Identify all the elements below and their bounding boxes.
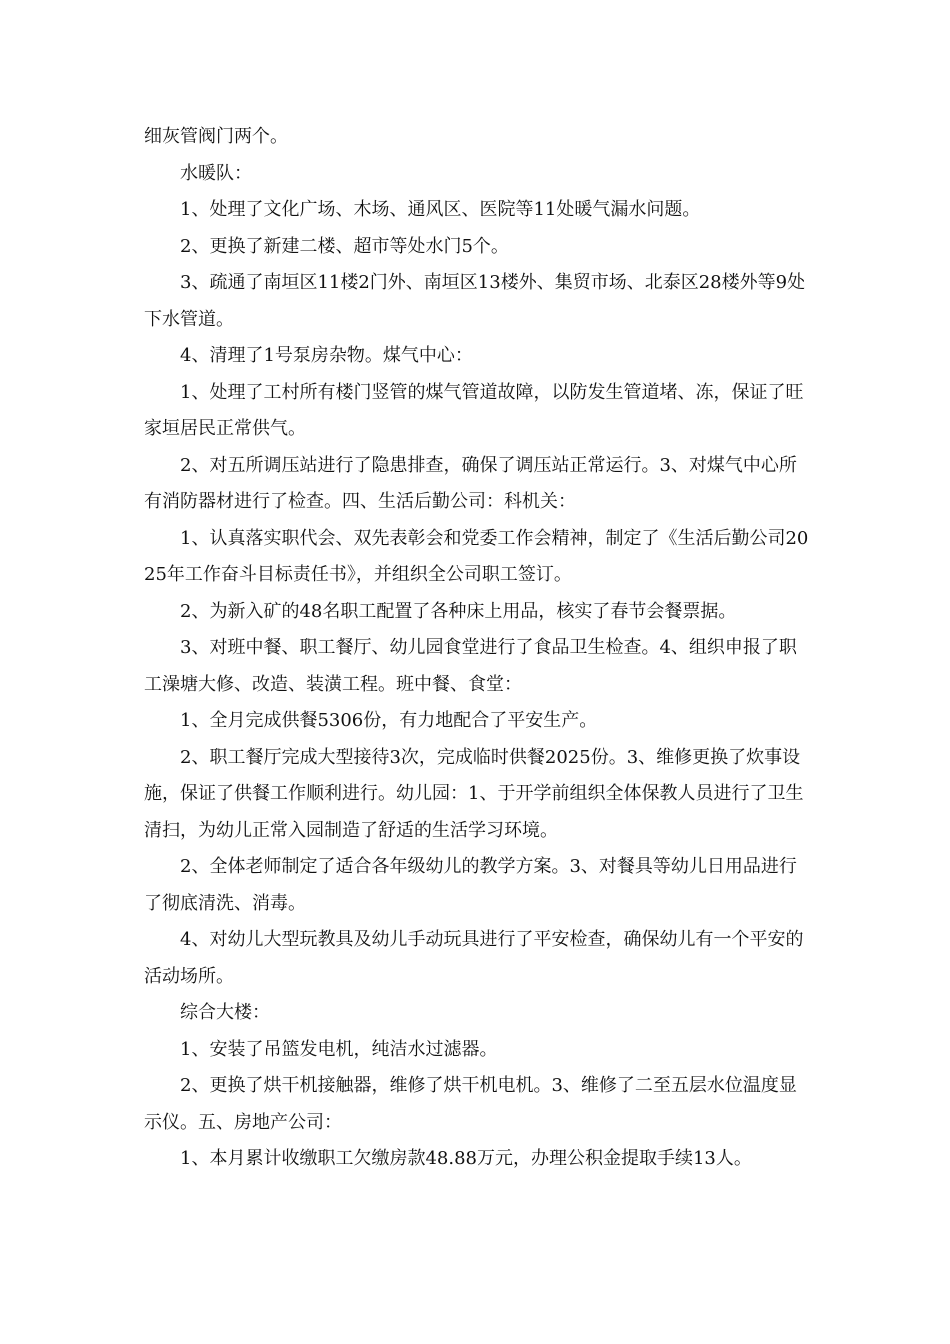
paragraph: 1、认真落实职代会、双先表彰会和党委工作会精神，制定了《生活后勤公司2025年工作奋斗目标责任书》，并组织全公司职工签订。 xyxy=(144,527,809,585)
paragraph: 4、对幼儿大型玩教具及幼儿手动玩具进行了平安检查，确保幼儿有一个平安的活动场所。 xyxy=(144,929,804,987)
paragraph: 2、对五所调压站进行了隐患排查，确保了调压站正常运行。3、对煤气中心所有消防器材进行了检查。四、生活后勤公司：科机关： xyxy=(144,454,797,512)
section-heading-plumbing-team: 水暖队： xyxy=(180,162,252,184)
paragraph: 1、全月完成供餐5306份，有力地配合了平安生产。 xyxy=(180,710,598,731)
paragraph: 2、职工餐厅完成大型接待3次，完成临时供餐2025份。3、维修更换了炊事设施，保证了供餐工作顺利进行。幼儿园：1、于开学前组织全体保教人员进行了卫生清扫，为幼儿正常入园制造了舒适的生活学习环境。 xyxy=(144,746,804,841)
paragraph: 1、处理了工村所有楼门竖管的煤气管道故障，以防发生管道堵、冻，保证了旺家垣居民正常供气。 xyxy=(144,381,804,439)
paragraph: 2、更换了新建二楼、超市等处水门5个。 xyxy=(180,235,509,257)
paragraph: 1、本月累计收缴职工欠缴房款48.88万元，办理公积金提取手续13人。 xyxy=(180,1148,752,1169)
paragraph: 3、对班中餐、职工餐厅、幼儿园食堂进行了食品卫生检查。4、组织申报了职工澡塘大修、改造、装潢工程。班中餐、食堂： xyxy=(144,637,797,695)
paragraph: 2、全体老师制定了适合各年级幼儿的教学方案。3、对餐具等幼儿日用品进行了彻底清洗、消毒。 xyxy=(144,856,797,914)
paragraph: 2、更换了烘干机接触器，维修了烘干机电机。3、维修了二至五层水位温度显示仪。五、房地产公司： xyxy=(144,1075,797,1133)
paragraph-continuation: 细灰管阀门两个。 xyxy=(144,126,288,147)
section-heading-complex-building: 综合大楼： xyxy=(180,1002,270,1023)
paragraph: 3、疏通了南垣区11楼2门外、南垣区13楼外、集贸市场、北泰区28楼外等9处下水管道。 xyxy=(144,272,806,330)
paragraph: 4、清理了1号泵房杂物。煤气中心： xyxy=(180,345,473,366)
document-body xyxy=(144,119,812,1178)
paragraph: 1、安装了吊篮发电机，纯洁水过滤器。 xyxy=(180,1038,498,1060)
paragraph: 2、为新入矿的48名职工配置了各种床上用品，核实了春节会餐票据。 xyxy=(180,600,737,622)
paragraph: 1、处理了文化广场、木场、通风区、医院等11处暖气漏水问题。 xyxy=(180,199,701,220)
